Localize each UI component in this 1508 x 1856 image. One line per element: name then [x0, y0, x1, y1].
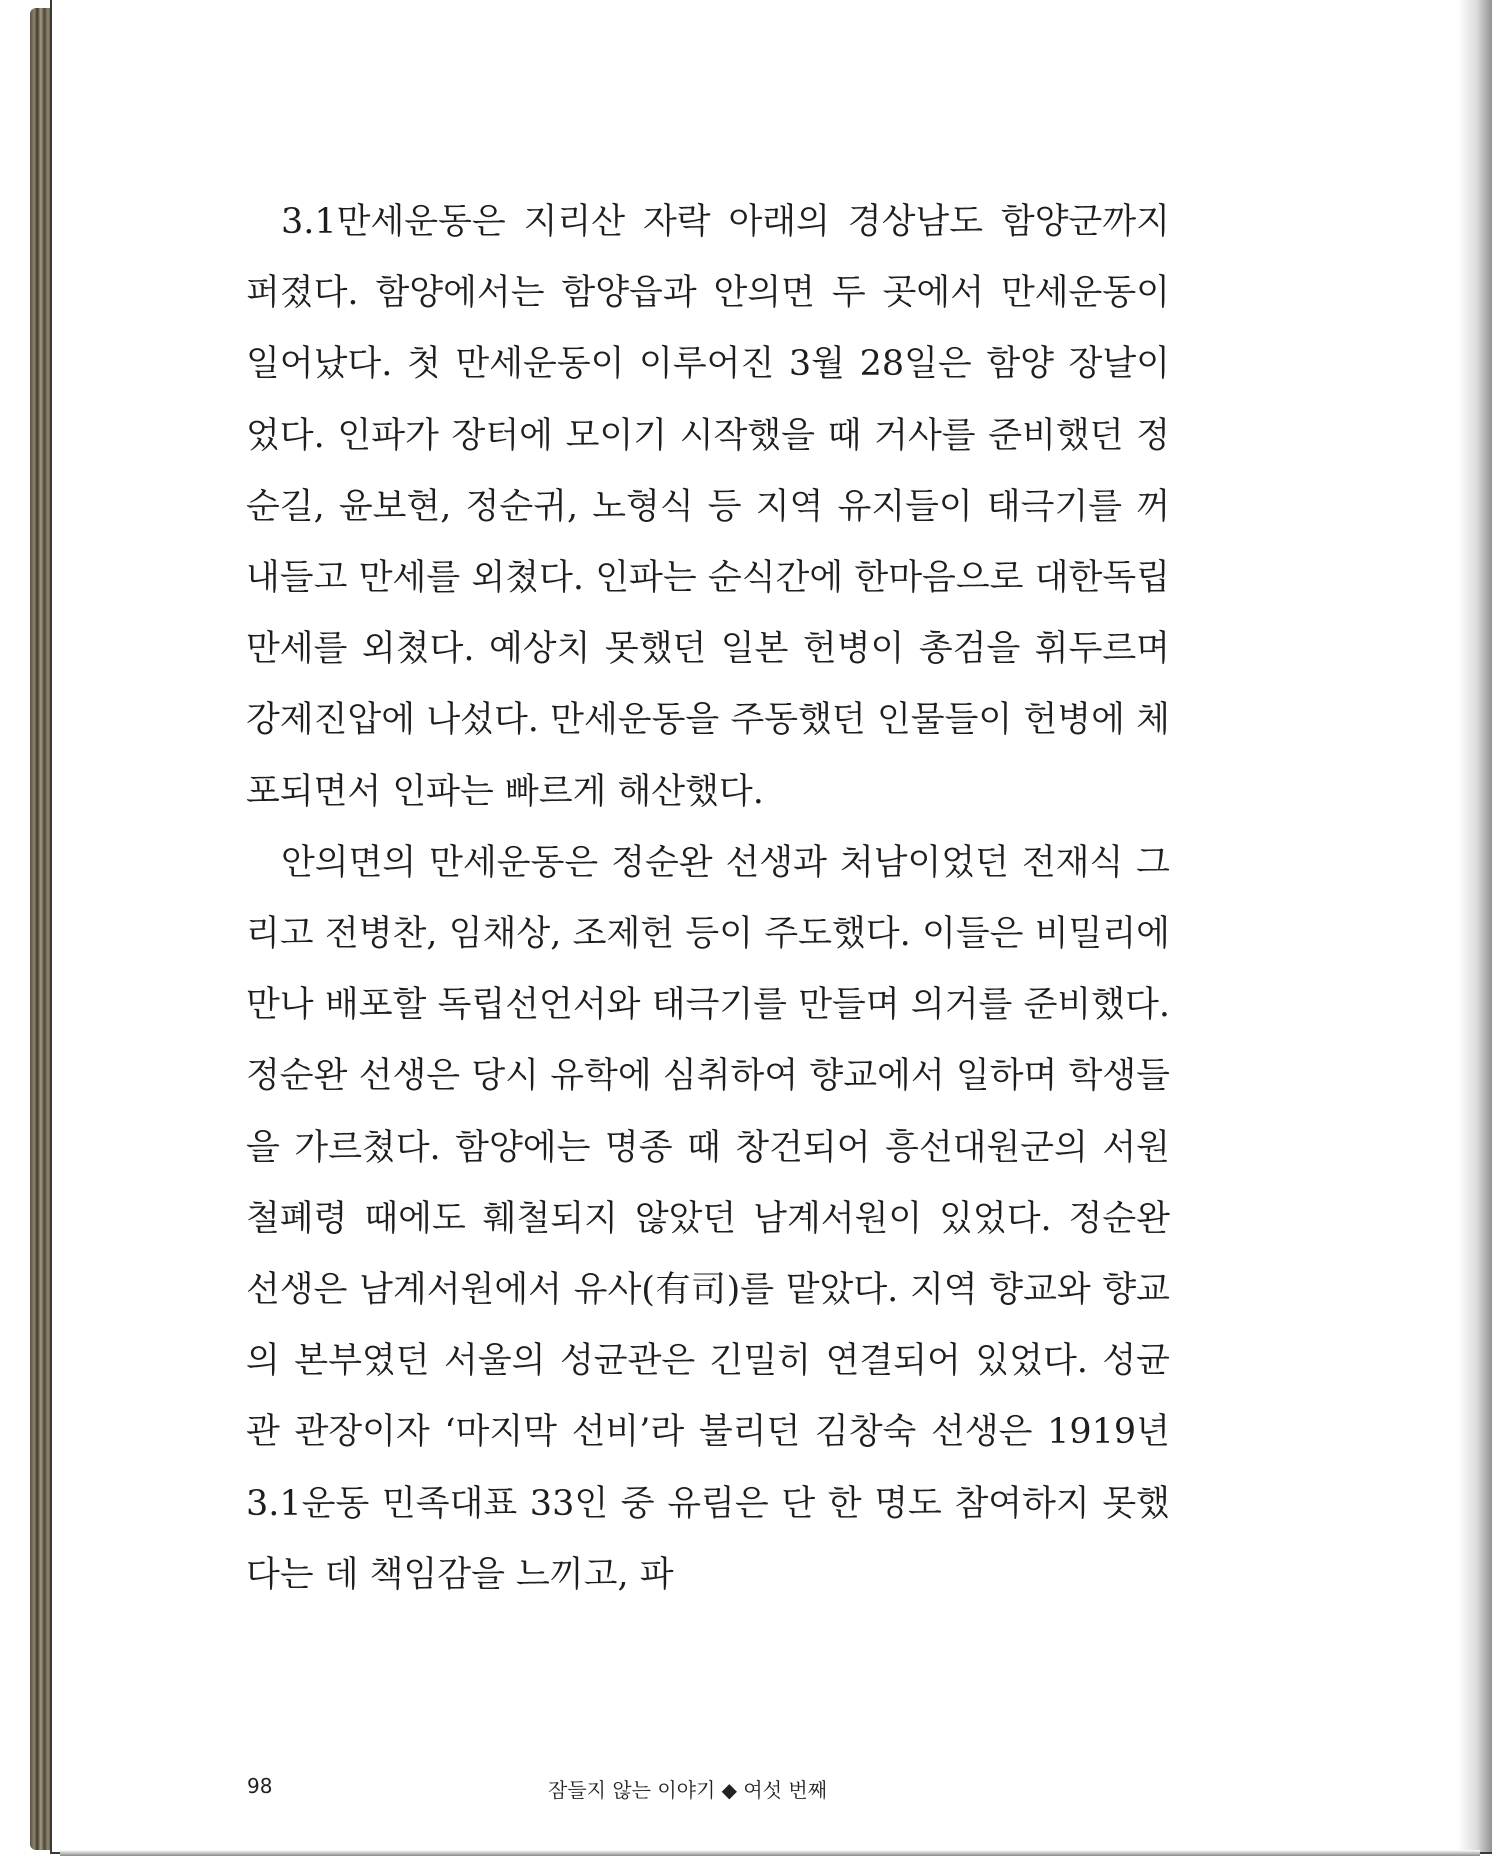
page-number: 98	[247, 1774, 273, 1798]
page-edge-shadow	[1458, 0, 1492, 1852]
paragraph-1: 3.1만세운동은 지리산 자락 아래의 경상남도 함양군까지 퍼졌다. 함양에서는 함양읍과 안의면 두 곳에서 만세운동이 일어났다. 첫 만세운동이 이루어진 3월 28일은 함양 장날이었다. 인파가 장터에 모이기 시작했을 때 거사를 준비했던 정순길, 윤보현, 정순귀, 노형식 등 지역 유지들이 태극기를 꺼내들고 만세를 외쳤다. 인파는 순식간에 한마음으로 대한독립만세를 외쳤다. 예상치 못했던 일본 헌병이 총검을 휘두르며 강제진압에 나섰다. 만세운동을 주동했던 인물들이 헌병에 체포되면서 인파는 빠르게 해산했다.	[246, 202, 1170, 812]
page-bottom-edge	[60, 1850, 1480, 1856]
page-footer	[0, 1774, 1508, 1804]
paragraph-2: 안의면의 만세운동은 정순완 선생과 처남이었던 전재식 그리고 전병찬, 임채상, 조제헌 등이 주도했다. 이들은 비밀리에 만나 배포할 독립선언서와 태극기를 만들며 의거를 준비했다. 정순완 선생은 당시 유학에 심취하여 향교에서 일하며 학생들을 가르쳤다. 함양에는 명종 때 창건되어 흥선대원군의 서원철폐령 때에도 훼철되지 않았던 남계서원이 있었다. 정순완 선생은 남계서원에서 유사(有司)를 맡았다. 지역 향교와 향교의 본부였던 서울의 성균관은 긴밀히 연결되어 있었다. 성균관 관장이자 ‘마지막 선비’라 불리던 김창숙 선생은 1919년 3.1운동 민족대표 33인 중 유림은 단 한 명도 참여하지 못했다는 데 책임감을 느끼고, 파	[246, 842, 1170, 1595]
body-text	[246, 187, 1170, 1611]
running-title: 잠들지 않는 이야기 ◆ 여섯 번째	[548, 1778, 828, 1802]
